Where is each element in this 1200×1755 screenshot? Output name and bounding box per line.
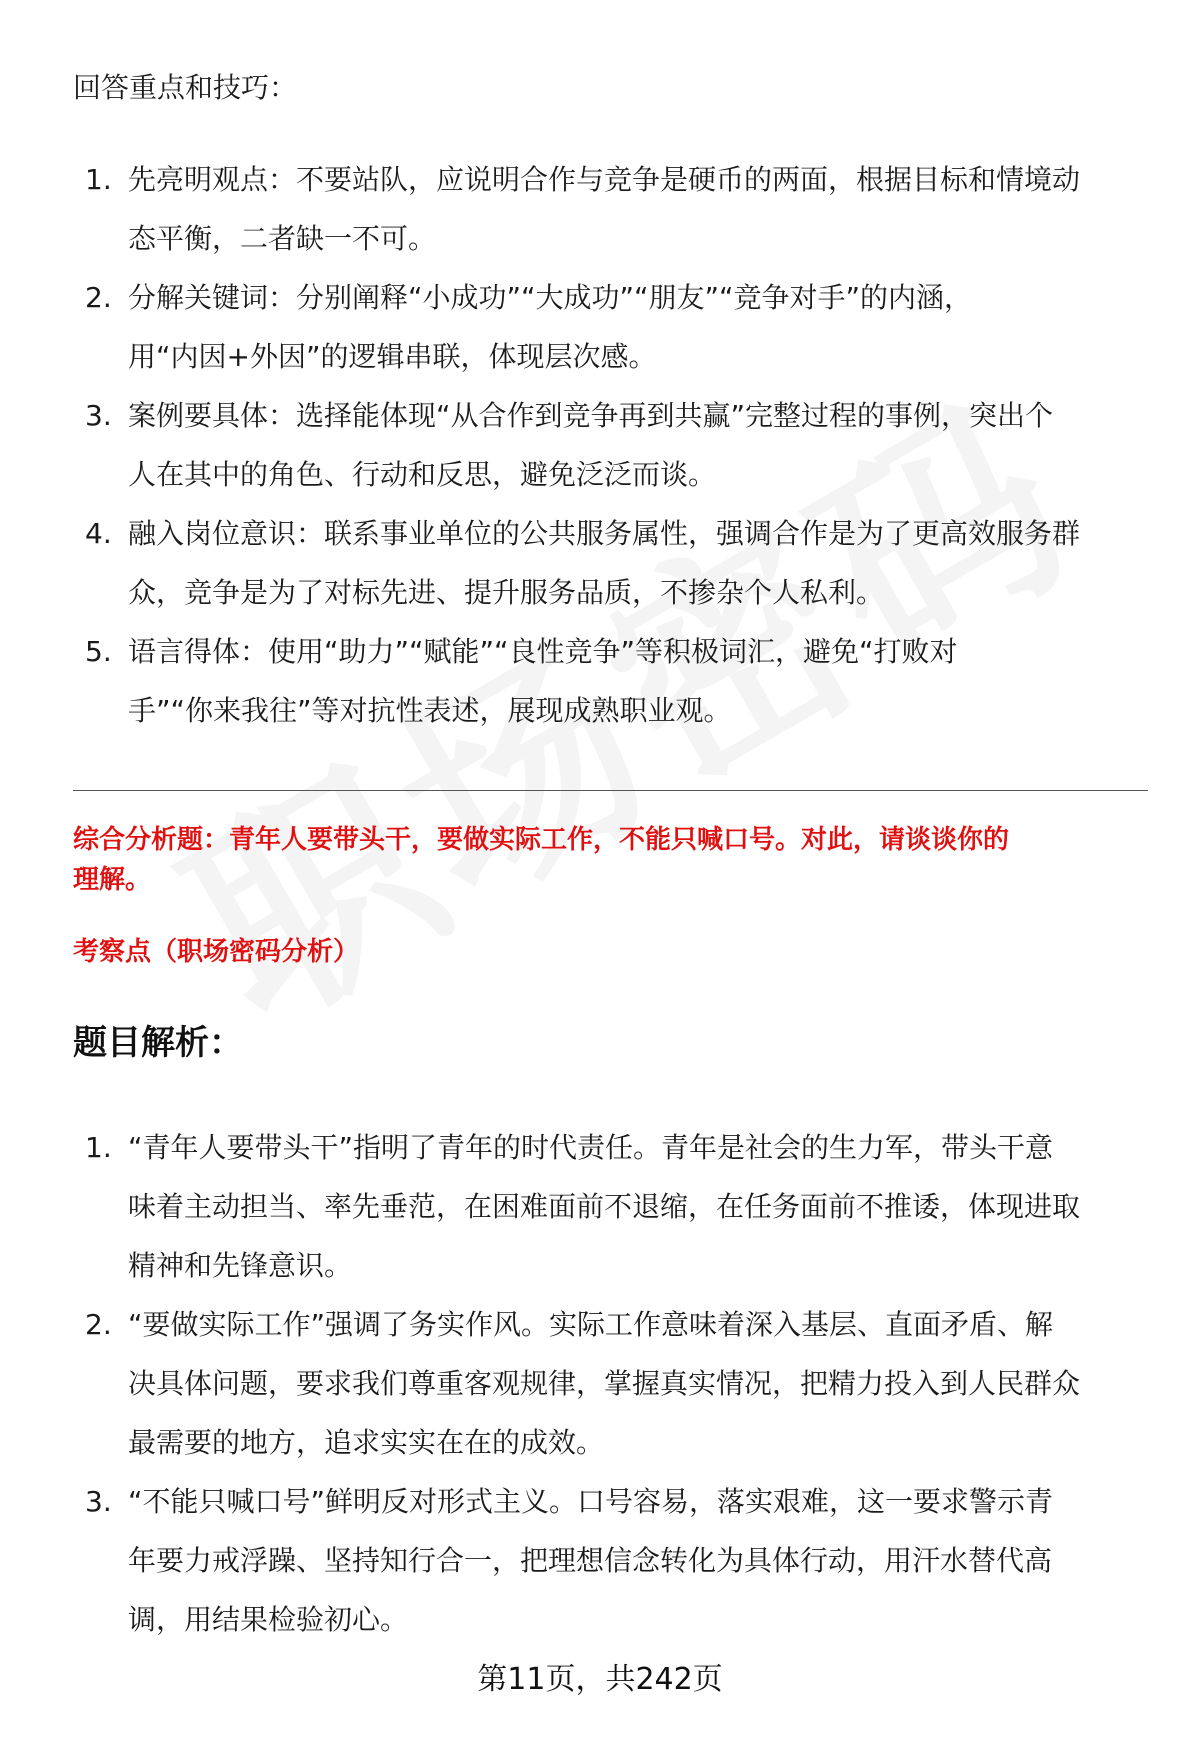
analysis-item-3: [73, 1472, 1148, 1649]
tip-item-4: [73, 504, 1148, 622]
list-number: 3.: [85, 1485, 112, 1518]
analysis-line: “要做实际工作”强调了务实作风。实际工作意味着深入基层、直面矛盾、解: [128, 1308, 1054, 1341]
list-number: 1.: [85, 1131, 112, 1164]
tip-line: 案例要具体：选择能体现“从合作到竞争再到共赢”完整过程的事例，突出个: [128, 399, 1054, 432]
tip-item-2: [73, 268, 1148, 386]
page-number: 第11页，共242页: [477, 1662, 723, 1697]
tip-item-3: [73, 386, 1148, 504]
question-text: [73, 820, 1148, 900]
tip-line: 态平衡，二者缺一不可。: [128, 222, 437, 255]
exam-point-label: 考察点（职场密码分析）: [73, 937, 360, 967]
question-line: 综合分析题：青年人要带头干，要做实际工作，不能只喊口号。对此，请谈谈你的: [73, 825, 1010, 855]
analysis-title: 题目解析：: [73, 1023, 243, 1063]
analysis-line: “青年人要带头干”指明了青年的时代责任。青年是社会的生力军，带头干意: [128, 1131, 1054, 1164]
analysis-line: 最需要的地方，追求实实在在的成效。: [128, 1426, 605, 1459]
analysis-line: 决具体问题，要求我们尊重客观规律，掌握真实情况，把精力投入到人民群众: [128, 1367, 1081, 1400]
analysis-line: 调，用结果检验初心。: [128, 1603, 409, 1636]
tip-line: 语言得体：使用“助力”“赋能”“良性竞争”等积极词汇，避免“打败对: [128, 635, 958, 668]
tip-line: 手”“你来我往”等对抗性表述，展现成熟职业观。: [128, 694, 732, 727]
tip-line: 分解关键词：分别阐释“小成功”“大成功”“朋友”“竞争对手”的内涵，: [128, 281, 973, 314]
tip-item-1: [73, 150, 1148, 268]
analysis-item-2: [73, 1295, 1148, 1472]
section-divider: [73, 790, 1148, 791]
list-number: 4.: [85, 517, 112, 550]
tip-line: 先亮明观点：不要站队，应说明合作与竞争是硬币的两面，根据目标和情境动: [128, 163, 1081, 196]
tip-item-5: [73, 622, 1148, 740]
analysis-line: 精神和先锋意识。: [128, 1249, 353, 1282]
list-number: 2.: [85, 1308, 112, 1341]
tip-line: 用“内因+外因”的逻辑串联，体现层次感。: [128, 340, 657, 373]
list-number: 1.: [85, 163, 112, 196]
tip-line: 人在其中的角色、行动和反思，避免泛泛而谈。: [128, 458, 717, 491]
analysis-item-1: [73, 1118, 1148, 1295]
list-number: 5.: [85, 635, 112, 668]
analysis-line: 年要力戒浮躁、坚持知行合一，把理想信念转化为具体行动，用汗水替代高: [128, 1544, 1053, 1577]
tip-line: 融入岗位意识：联系事业单位的公共服务属性，强调合作是为了更高效服务群: [128, 517, 1081, 550]
analysis-line: 味着主动担当、率先垂范，在困难面前不退缩，在任务面前不推诿，体现进取: [128, 1190, 1081, 1223]
list-number: 2.: [85, 281, 112, 314]
analysis-line: “不能只喊口号”鲜明反对形式主义。口号容易，落实艰难，这一要求警示青: [128, 1485, 1054, 1518]
list-number: 3.: [85, 399, 112, 432]
analysis-list: [73, 1118, 1148, 1649]
tips-heading: 回答重点和技巧：: [73, 71, 298, 104]
tips-list: [73, 150, 1148, 740]
question-line: 理解。: [73, 865, 152, 895]
tip-line: 众，竞争是为了对标先进、提升服务品质，不掺杂个人私利。: [128, 576, 885, 609]
